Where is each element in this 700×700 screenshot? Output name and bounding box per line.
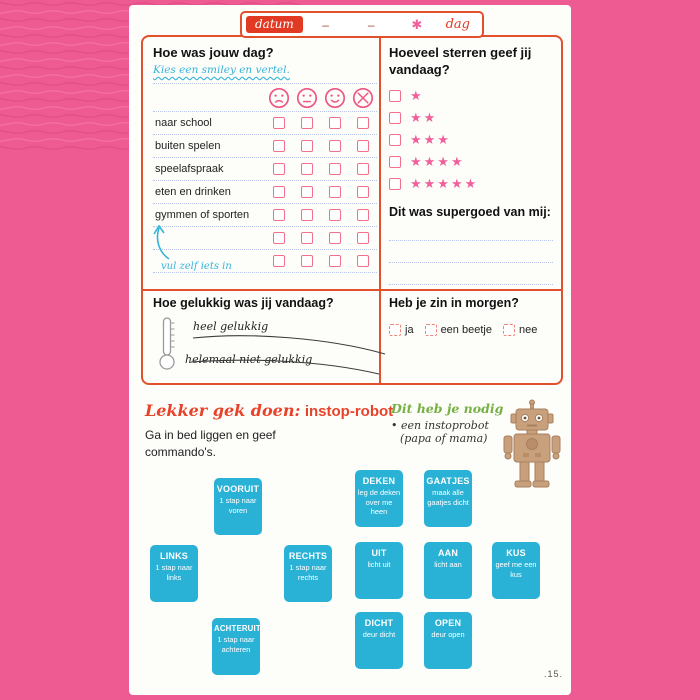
command-tile-uit — [355, 542, 403, 599]
horizontal-divider — [143, 289, 561, 291]
command-tile-vooruit — [214, 478, 262, 535]
need-item: • een instoprobot — [391, 419, 489, 432]
tile-title: UIT — [371, 548, 387, 558]
day-checkbox[interactable] — [329, 232, 341, 244]
star-rating: ★★★★★ — [410, 176, 479, 191]
need-item-sub: (papa of mama) — [400, 432, 488, 445]
tile-title: ACHTERUIT — [214, 624, 261, 633]
datum-label: datum — [246, 16, 303, 33]
activity-heading-script: Lekker gek doen: — [145, 401, 301, 420]
day-row — [153, 204, 377, 227]
day-row-label: naar school — [155, 117, 212, 129]
day-checkbox[interactable] — [329, 186, 341, 198]
thermometer-icon — [157, 316, 177, 377]
happy-label-top: heel gelukkig — [193, 320, 269, 333]
tomorrow-option-label: ja — [405, 324, 414, 336]
tile-title: VOORUIT — [216, 484, 260, 494]
supergood-section — [389, 205, 553, 285]
star-checkbox[interactable] — [389, 134, 401, 146]
day-checkbox[interactable] — [357, 186, 369, 198]
paper-page — [129, 5, 571, 695]
day-checkbox[interactable] — [301, 255, 313, 267]
day-row-label: buiten spelen — [155, 140, 221, 152]
tile-title: GAATJES — [426, 476, 470, 486]
star-rating: ★★ — [410, 110, 438, 125]
date-dash: – — [367, 17, 375, 32]
day-checkbox[interactable] — [357, 163, 369, 175]
tile-subtitle: 1 stap naar rechts — [289, 563, 327, 582]
ruled-line[interactable] — [389, 263, 553, 285]
day-row-empty — [153, 227, 377, 250]
day-checkbox[interactable] — [273, 209, 285, 221]
happy-section — [153, 296, 379, 382]
day-checkbox[interactable] — [329, 209, 341, 221]
dag-label: dag — [445, 17, 470, 32]
day-checkbox[interactable] — [301, 232, 313, 244]
tomorrow-option-label: een beetje — [440, 324, 492, 336]
stars-section-title: Hoeveel sterren geef jij vandaag? — [389, 45, 532, 77]
need-title: Dit heb je nodig — [391, 401, 504, 416]
day-checkbox[interactable] — [273, 186, 285, 198]
page-number: .15. — [543, 669, 563, 679]
tomorrow-option — [389, 324, 414, 336]
day-row — [153, 158, 377, 181]
diary-form — [141, 16, 563, 385]
day-row-label: eten en drinken — [155, 186, 231, 198]
tomorrow-option-label: nee — [518, 324, 538, 336]
star-checkbox[interactable] — [389, 90, 401, 102]
tile-subtitle: deur open — [431, 630, 465, 639]
happy-label-bottom: helemaal niet gelukkig — [185, 353, 313, 366]
day-checkbox[interactable] — [329, 255, 341, 267]
day-checkbox[interactable] — [301, 140, 313, 152]
day-row — [153, 112, 377, 135]
command-tile-achteruit — [212, 618, 260, 675]
tile-title: DICHT — [364, 618, 394, 628]
happy-title: Hoe gelukkig was jij vandaag? — [153, 296, 334, 310]
tile-title: LINKS — [160, 551, 188, 561]
day-checkbox[interactable] — [273, 117, 285, 129]
star-row — [389, 107, 478, 129]
tile-title: AAN — [437, 548, 459, 558]
star-row — [389, 151, 478, 173]
star-checkbox[interactable] — [389, 156, 401, 168]
activity-heading — [145, 401, 393, 421]
tile-title: DEKEN — [362, 476, 396, 486]
tile-subtitle: 1 stap naar links — [155, 563, 193, 582]
tile-subtitle: geef me een kus — [495, 560, 537, 579]
command-tile-open — [424, 612, 472, 669]
day-checkbox[interactable] — [357, 117, 369, 129]
need-box — [391, 401, 503, 445]
day-row — [153, 181, 377, 204]
tomorrow-option — [503, 324, 537, 336]
smiley-neutral-icon — [293, 87, 321, 109]
tile-subtitle: licht uit — [367, 560, 391, 569]
command-tile-links — [150, 545, 198, 602]
day-checkbox[interactable] — [329, 163, 341, 175]
date-header — [240, 11, 484, 38]
tile-title: KUS — [506, 548, 526, 558]
command-tile-aan — [424, 542, 472, 599]
stars-block — [389, 85, 478, 195]
curved-arrow-icon — [149, 223, 173, 266]
tile-subtitle: 1 stap naar achteren — [217, 635, 255, 654]
day-row — [153, 135, 377, 158]
activity-intro: Ga in bed liggen en geef commando's. — [145, 428, 276, 459]
day-checkbox[interactable] — [301, 186, 313, 198]
star-checkbox[interactable] — [389, 178, 401, 190]
smiley-happy-icon — [321, 87, 349, 109]
star-rating: ★★★★ — [410, 154, 465, 169]
date-dash: – — [322, 17, 329, 32]
tomorrow-checkbox[interactable] — [389, 324, 401, 336]
day-row-label: speelafspraak — [155, 163, 224, 175]
day-checkbox[interactable] — [301, 117, 313, 129]
activity-heading-bold: instop-robot — [304, 403, 394, 420]
fill-hint-label: vul zelf iets in — [161, 261, 232, 272]
tile-subtitle: leg de deken over me heen — [357, 488, 401, 517]
ruled-line[interactable] — [389, 241, 553, 263]
tile-title: RECHTS — [288, 551, 328, 561]
day-checkbox[interactable] — [357, 140, 369, 152]
tomorrow-options — [389, 324, 559, 336]
day-checkbox[interactable] — [273, 255, 285, 267]
supergood-title: Dit was supergoed van mij: — [389, 205, 551, 219]
tile-subtitle: deur dicht — [362, 630, 396, 639]
day-checkbox[interactable] — [273, 232, 285, 244]
tomorrow-checkbox[interactable] — [425, 324, 437, 336]
date-star-icon: ✱ — [411, 16, 423, 32]
star-row — [389, 85, 478, 107]
star-checkbox[interactable] — [389, 112, 401, 124]
day-section-subtitle: Kies een smiley en vertel. — [153, 64, 290, 76]
star-row — [389, 173, 478, 195]
day-row-label: gymmen of sporten — [155, 209, 250, 221]
tomorrow-title: Heb je zin in morgen? — [389, 296, 519, 310]
handwritten-curve-lines — [191, 334, 389, 385]
day-grid — [153, 83, 377, 273]
command-tile-gaatjes — [424, 470, 472, 527]
tile-title: OPEN — [434, 618, 462, 628]
star-row — [389, 129, 478, 151]
ruled-line[interactable] — [389, 219, 553, 241]
command-tile-deken — [355, 470, 403, 527]
star-rating: ★★★ — [410, 132, 451, 147]
tile-subtitle: 1 stap naar voren — [219, 496, 257, 515]
tile-subtitle: licht aan — [434, 560, 462, 569]
command-tile-dicht — [355, 612, 403, 669]
smiley-cross-icon — [349, 87, 377, 109]
smiley-row — [153, 83, 377, 112]
day-checkbox[interactable] — [357, 232, 369, 244]
day-checkbox[interactable] — [273, 140, 285, 152]
tomorrow-section — [389, 296, 559, 336]
day-checkbox[interactable] — [329, 140, 341, 152]
day-checkbox[interactable] — [357, 255, 369, 267]
command-tile-kus — [492, 542, 540, 599]
tomorrow-checkbox[interactable] — [503, 324, 515, 336]
day-checkbox[interactable] — [301, 209, 313, 221]
command-tile-rechts — [284, 545, 332, 602]
day-section-title: Hoe was jouw dag? — [153, 45, 274, 60]
smiley-sad-icon — [265, 87, 293, 109]
robot-illustration — [501, 399, 563, 496]
tile-subtitle: maak alle gaatjes dicht — [427, 488, 469, 507]
day-checkbox[interactable] — [301, 163, 313, 175]
star-rating: ★ — [410, 88, 424, 103]
vertical-divider — [379, 37, 381, 383]
day-checkbox[interactable] — [329, 117, 341, 129]
day-checkbox[interactable] — [357, 209, 369, 221]
tomorrow-option — [425, 324, 492, 336]
day-checkbox[interactable] — [273, 163, 285, 175]
